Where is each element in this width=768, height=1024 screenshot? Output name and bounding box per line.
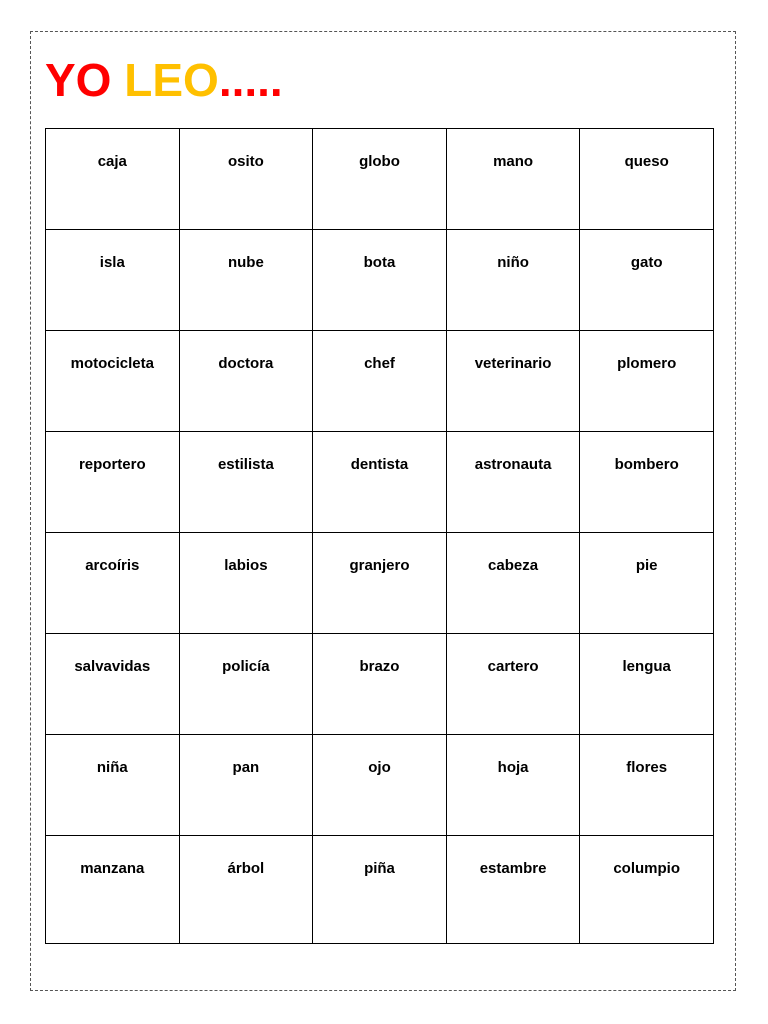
- word-cell: columpio: [580, 836, 714, 944]
- word-cell: policía: [179, 634, 313, 735]
- word-cell: motocicleta: [46, 331, 180, 432]
- word-cell: salvavidas: [46, 634, 180, 735]
- word-cell: niña: [46, 735, 180, 836]
- word-cell: doctora: [179, 331, 313, 432]
- table-row: [46, 634, 714, 735]
- word-cell: pie: [580, 533, 714, 634]
- word-cell: estambre: [446, 836, 580, 944]
- word-cell: manzana: [46, 836, 180, 944]
- word-cell: piña: [313, 836, 447, 944]
- word-cell: queso: [580, 129, 714, 230]
- table-row: [46, 836, 714, 944]
- word-cell: arcoíris: [46, 533, 180, 634]
- title-word-leo: LEO: [124, 54, 219, 106]
- table-row: [46, 331, 714, 432]
- word-cell: pan: [179, 735, 313, 836]
- word-cell: flores: [580, 735, 714, 836]
- word-cell: gato: [580, 230, 714, 331]
- page-title: [45, 50, 283, 110]
- word-cell: astronauta: [446, 432, 580, 533]
- word-cell: reportero: [46, 432, 180, 533]
- title-word-yo: YO: [45, 54, 125, 106]
- word-cell: lengua: [580, 634, 714, 735]
- word-cell: bombero: [580, 432, 714, 533]
- word-cell: caja: [46, 129, 180, 230]
- word-cell: granjero: [313, 533, 447, 634]
- word-cell: veterinario: [446, 331, 580, 432]
- word-cell: niño: [446, 230, 580, 331]
- word-cell: árbol: [179, 836, 313, 944]
- word-cell: bota: [313, 230, 447, 331]
- word-table: [45, 128, 714, 944]
- title-dots: .....: [218, 54, 283, 106]
- word-cell: estilista: [179, 432, 313, 533]
- word-cell: isla: [46, 230, 180, 331]
- table-row: [46, 735, 714, 836]
- word-cell: osito: [179, 129, 313, 230]
- word-cell: ojo: [313, 735, 447, 836]
- word-cell: labios: [179, 533, 313, 634]
- word-cell: hoja: [446, 735, 580, 836]
- word-cell: dentista: [313, 432, 447, 533]
- word-cell: brazo: [313, 634, 447, 735]
- word-cell: cartero: [446, 634, 580, 735]
- word-cell: globo: [313, 129, 447, 230]
- word-cell: plomero: [580, 331, 714, 432]
- word-cell: cabeza: [446, 533, 580, 634]
- word-cell: chef: [313, 331, 447, 432]
- table-row: [46, 432, 714, 533]
- table-row: [46, 230, 714, 331]
- table-row: [46, 129, 714, 230]
- word-cell: mano: [446, 129, 580, 230]
- word-cell: nube: [179, 230, 313, 331]
- table-row: [46, 533, 714, 634]
